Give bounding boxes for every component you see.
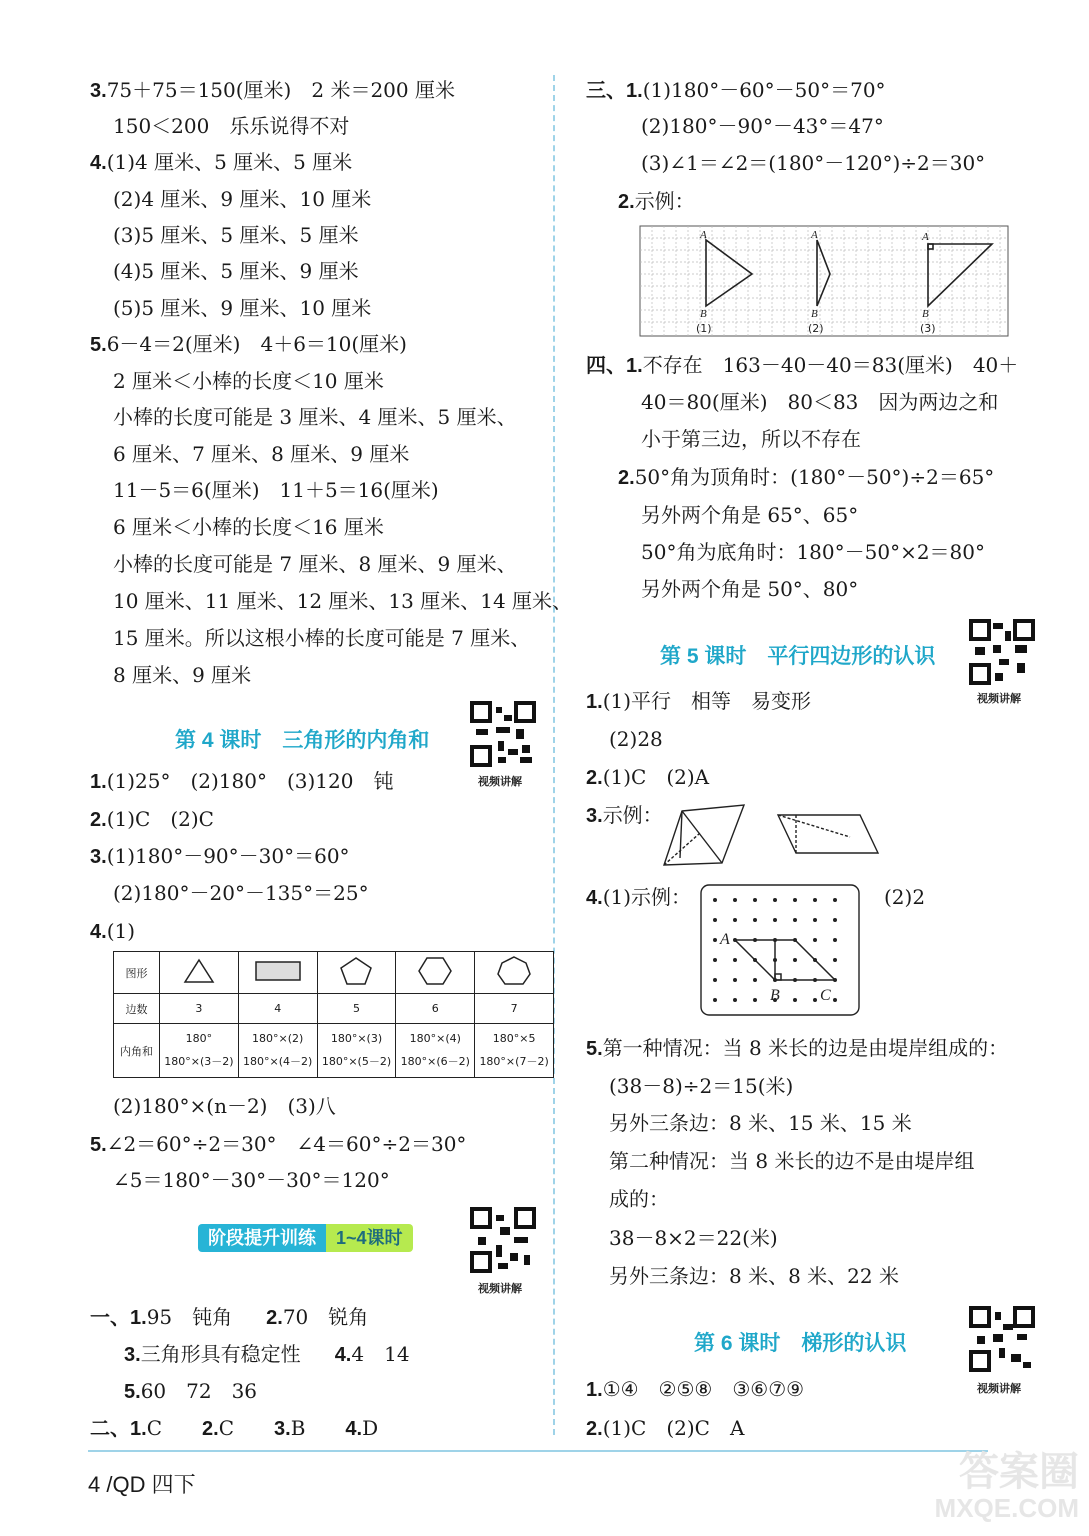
qr-label: 视频讲解 (478, 776, 522, 788)
answer-line: 15 厘米。所以这根小棒的长度可能是 7 厘米、 (113, 626, 531, 650)
point-label: A (922, 231, 929, 243)
polygon-angle-table (113, 951, 554, 1078)
answer-line: (2)2 (884, 885, 926, 909)
point-label: B (811, 308, 818, 320)
answer-line: 40＝80(厘米) 80＜83 因为两边之和 (641, 390, 999, 414)
answer-line: 4.(1) (90, 919, 136, 943)
qr-label: 视频讲解 (977, 1383, 1021, 1395)
answer-line: 第二种情况：当 8 米长的边不是由堤岸组 (609, 1149, 975, 1173)
answer-line: 三、1.(1)180°－60°－50°＝70° (586, 78, 886, 102)
table-cell: 5 (317, 994, 396, 1024)
answer-line: (3)5 厘米、5 厘米、5 厘米 (113, 223, 359, 247)
answer-line: 2.(1)C (2)A (586, 765, 710, 789)
answer-line: 3.三角形具有稳定性 4.4 14 (124, 1342, 410, 1366)
table-header: 内角和 (114, 1024, 160, 1078)
answer-line: (38－8)÷2＝15(米) (609, 1074, 794, 1098)
triangle-shape (160, 952, 239, 994)
answer-line: 小棒的长度可能是 3 厘米、4 厘米、5 厘米、 (113, 405, 517, 429)
answer-line: 5.∠2＝60°÷2＝30° ∠4＝60°÷2＝30° (90, 1132, 467, 1156)
answer-line: 另外三条边：8 米、15 米、15 米 (609, 1111, 912, 1135)
rectangle-shape (238, 952, 317, 994)
section-title-lesson-5: 第 5 课时 平行四边形的认识 (660, 645, 936, 668)
table-cell: 180°×(2) 180°×(4－2) (238, 1024, 317, 1078)
answer-line: (2)180°×(n－2) (3)八 (113, 1094, 336, 1118)
heptagon-shape (475, 952, 554, 994)
answer-line: 8 厘米、9 厘米 (113, 663, 252, 687)
answer-line: (2)4 厘米、9 厘米、10 厘米 (113, 187, 372, 211)
answer-line: 另外两个角是 50°、80° (641, 577, 859, 601)
answer-line: 小于第三边，所以不存在 (641, 427, 861, 451)
table-cell: 180°×(4) 180°×(6－2) (396, 1024, 475, 1078)
table-cell: 4 (238, 994, 317, 1024)
answer-line: (3)∠1＝∠2＝(180°－120°)÷2＝30° (641, 151, 986, 175)
table-cell: 180°×5 180°×(7－2) (475, 1024, 554, 1078)
answer-line: 4.(1)4 厘米、5 厘米、5 厘米 (90, 150, 353, 174)
answer-line: 3.75＋75＝150(厘米) 2 米＝200 厘米 (90, 78, 455, 102)
answer-line: 6 厘米＜小棒的长度＜16 厘米 (113, 515, 384, 539)
answer-line: 3.示例： (586, 803, 663, 827)
answer-line: 5.60 72 36 (124, 1379, 258, 1403)
answer-line: ∠5＝180°－30°－30°＝120° (113, 1168, 390, 1192)
point-label: A (720, 931, 730, 948)
point-label: C (820, 987, 831, 1004)
figure-label: (1) (696, 322, 712, 335)
qr-code-icon[interactable] (969, 1306, 1035, 1372)
answer-line: 6 厘米、7 厘米、8 厘米、9 厘米 (113, 442, 410, 466)
table-cell: 180°×(3) 180°×(5－2) (317, 1024, 396, 1078)
watermark: 答案圈 MXQE.COM (934, 1450, 1079, 1523)
point-label: B (700, 308, 707, 320)
qr-label: 视频讲解 (977, 693, 1021, 705)
answer-line: 1.(1)25° (2)180° (3)120 钝 (90, 769, 394, 793)
answer-line: 四、1.不存在 163－40－40＝83(厘米) 40＋ (586, 353, 1019, 377)
answer-line: 11－5＝6(厘米) 11＋5＝16(厘米) (113, 478, 439, 502)
qr-label: 视频讲解 (478, 1283, 522, 1295)
qr-code-icon[interactable] (470, 1207, 536, 1273)
answer-line: 2.(1)C (2)C A (586, 1416, 745, 1440)
point-label: A (811, 229, 818, 241)
answer-line: 2.(1)C (2)C (90, 807, 214, 831)
figure-label: (3) (920, 322, 936, 335)
point-label: B (922, 308, 929, 320)
answer-line: 3.(1)180°－90°－30°＝60° (90, 844, 350, 868)
table-cell: 3 (160, 994, 239, 1024)
stage-training-badge (198, 1224, 413, 1252)
answer-line: 另外两个角是 65°、65° (641, 503, 859, 527)
answer-line: 5.第一种情况：当 8 米长的边是由堤岸组成的： (586, 1036, 1009, 1060)
point-label: B (770, 987, 780, 1004)
answer-line: 1.(1)平行 相等 易变形 (586, 689, 812, 713)
footer-rule (88, 1450, 988, 1452)
answer-line: 二、1.C 2.C 3.B 4.D (90, 1416, 379, 1440)
answer-line: (2)28 (609, 727, 663, 751)
dot-grid-figure (700, 884, 860, 1016)
table-cell: 180° 180°×(3－2) (160, 1024, 239, 1078)
hexagon-shape (396, 952, 475, 994)
parallelogram-examples-figure (660, 803, 882, 869)
answer-line: 50°角为底角时：180°－50°×2＝80° (641, 540, 986, 564)
answer-line: (5)5 厘米、9 厘米、10 厘米 (113, 296, 372, 320)
answer-line: 一、1.95 钝角 2.70 锐角 (90, 1305, 369, 1329)
answer-line: 38－8×2＝22(米) (609, 1226, 778, 1250)
answer-line: 150＜200 乐乐说得不对 (113, 114, 350, 138)
pentagon-shape (317, 952, 396, 994)
answer-line: (2)180°－90°－43°＝47° (641, 114, 884, 138)
answer-line: 小棒的长度可能是 7 厘米、8 厘米、9 厘米、 (113, 552, 517, 576)
section-title-lesson-6: 第 6 课时 梯形的认识 (694, 1332, 907, 1355)
answer-line: 成的： (609, 1187, 669, 1211)
stage-badge-title: 阶段提升训练 (198, 1224, 326, 1252)
table-cell: 7 (475, 994, 554, 1024)
stage-badge-range: 1~4课时 (326, 1224, 413, 1252)
qr-code-icon[interactable] (470, 701, 536, 767)
table-header: 边数 (114, 994, 160, 1024)
answer-line: 1.①④ ②⑤⑧ ③⑥⑦⑨ (586, 1377, 805, 1401)
point-label: A (700, 229, 707, 241)
figure-label: (2) (808, 322, 824, 335)
section-title-lesson-4: 第 4 课时 三角形的内角和 (175, 729, 430, 752)
grid-triangles-figure (640, 226, 1008, 336)
answer-line: 2.示例： (618, 189, 695, 213)
answer-line: 5.6－4＝2(厘米) 4＋6＝10(厘米) (90, 332, 407, 356)
page-footer: 4 /QD 四下 (88, 1472, 196, 1497)
column-divider (553, 75, 555, 1435)
answer-line: 另外三条边：8 米、8 米、22 米 (609, 1264, 899, 1288)
answer-line: 10 厘米、11 厘米、12 厘米、13 厘米、14 厘米、 (113, 589, 573, 613)
answer-line: (4)5 厘米、5 厘米、9 厘米 (113, 259, 359, 283)
table-cell: 6 (396, 994, 475, 1024)
answer-line: 4.(1)示例： (586, 885, 692, 909)
answer-line: (2)180°－20°－135°＝25° (113, 881, 369, 905)
answer-line: 2.50°角为顶角时：(180°－50°)÷2＝65° (618, 465, 995, 489)
qr-code-icon[interactable] (969, 619, 1035, 685)
table-header: 图形 (114, 952, 160, 994)
answer-line: 2 厘米＜小棒的长度＜10 厘米 (113, 369, 384, 393)
